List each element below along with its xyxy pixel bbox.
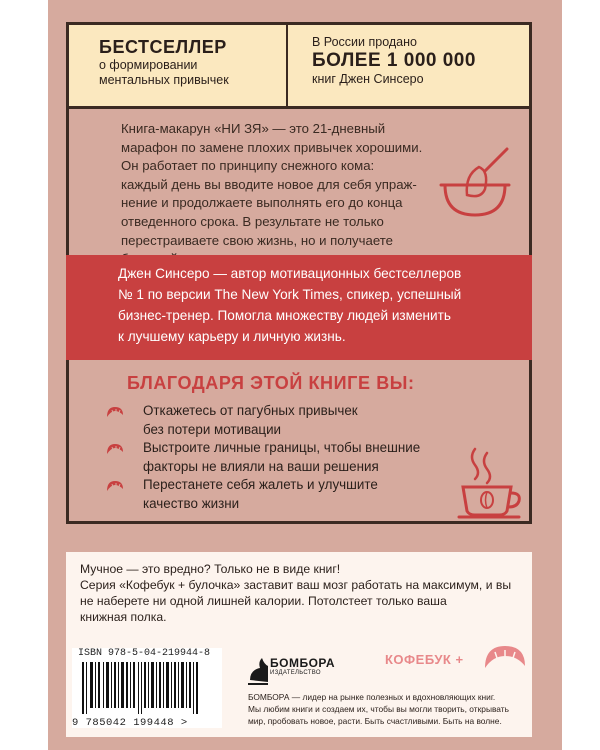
croissant-logo-icon (481, 640, 529, 678)
croissant-bullet-icon (105, 441, 125, 459)
croissant-bullet-icon (105, 404, 125, 422)
croissant-bullet-icon (105, 478, 125, 496)
sales-line-2: книг Джен Синсеро (312, 72, 424, 86)
benefit-line: без потери мотивации (143, 421, 282, 437)
description-line: каждый день вы вводите новое для себя упраж- (121, 176, 417, 192)
publisher-name: БОМБОРА (270, 656, 336, 670)
sales-count: БОЛЕЕ 1 000 000 (312, 50, 476, 71)
isbn-number: ISBN 978-5-04-219944-8 (78, 648, 211, 659)
publisher-description (248, 691, 533, 727)
benefit-text (143, 439, 443, 476)
benefit-text (143, 476, 443, 513)
benefit-line: Перестанете себя жалеть и улучшите (143, 477, 378, 492)
benefits-title: БЛАГОДАРЯ ЭТОЙ КНИГЕ ВЫ: (127, 373, 415, 393)
bestseller-block (69, 25, 288, 106)
publisher-subtitle: ИЗДАТЕЛЬСТВО (270, 670, 321, 676)
benefit-line: факторы не влияли на ваши решения (143, 458, 379, 474)
publisher-desc-line: мир, пробовать новое, расти. Быть счастливыми. Быть на волне. (248, 716, 502, 726)
bottom-info-panel (66, 552, 532, 737)
top-highlight-box (69, 25, 529, 109)
sales-line-1: В России продано (312, 35, 417, 49)
author-line: к лучшему карьеру и личную жизнь. (118, 329, 346, 344)
benefit-text (143, 402, 443, 439)
barcode-number: 9 785042 199448 > (72, 717, 188, 729)
description-line: марафон по замене плохих привычек хорошими. (121, 139, 423, 155)
book-description (121, 120, 451, 269)
benefit-line: Выстроите личные границы, чтобы внешние (143, 440, 421, 455)
description-line: отведенного срока. В результате не только (121, 213, 384, 229)
description-line: перестраиваете свою жизнь, но и получаете (121, 232, 393, 248)
coffee-cup-icon (457, 445, 525, 519)
author-banner (66, 255, 532, 360)
publisher-desc-line: Мы любим книги и создаем их, чтобы вы могли творить, открывать (248, 704, 509, 714)
description-line: Он работает по принципу снежного кома: (121, 158, 375, 174)
series-text-line: книжная полка. (80, 610, 167, 624)
series-logo-text: КОФЕБУК + (385, 652, 464, 667)
series-text-line: Серия «Кофебук + булочка» заставит ваш мозг работать на максимум, и вы (80, 578, 512, 592)
series-text-line: не наберете ни одной лишней калории. Потолстеет только ваша (80, 594, 447, 608)
series-text (80, 561, 526, 625)
whisk-bowl-icon (437, 145, 517, 220)
info-frame (66, 22, 532, 524)
sales-block (288, 25, 529, 106)
barcode-image (72, 648, 222, 728)
author-line: № 1 по версии The New York Times, спикер, успешный (118, 287, 462, 302)
description-line: нение и продолжаете выполнять его до конца (121, 195, 403, 211)
author-line: Джен Синсеро — автор мотивационных бестселлеров (118, 266, 462, 281)
author-line: бизнес-тренер. Помогла множеству людей изменить (118, 308, 451, 323)
benefit-line: Откажетесь от пагубных привычек (143, 403, 358, 418)
benefit-line: качество жизни (143, 495, 240, 511)
bestseller-title: БЕСТСЕЛЛЕР (99, 37, 227, 57)
series-text-line: Мучное — это вредно? Только не в виде книг! (80, 562, 341, 576)
bestseller-line-1: о формировании (99, 58, 198, 72)
bestseller-line-2: ментальных привычек (99, 73, 229, 87)
publisher-desc-line: БОМБОРА — лидер на рынке полезных и вдохновляющих книг. (248, 692, 496, 702)
description-line: Книга-макарун «НИ ЗЯ» — это 21-дневный (121, 121, 386, 136)
